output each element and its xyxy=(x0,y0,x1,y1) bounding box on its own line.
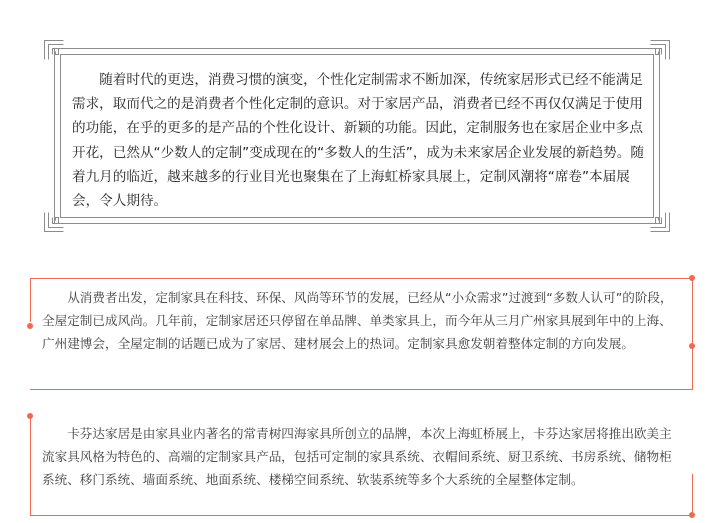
greek-key-corner-icon xyxy=(650,40,670,60)
right-rule xyxy=(692,474,693,516)
greek-key-corner-icon xyxy=(44,212,64,232)
framed-text-box xyxy=(44,40,670,232)
trend-paragraph: 从消费者出发，定制家具在科技、环保、风尚等环节的发展，已经从“小众需求”过渡到“多数人认可”的阶段，全屋定制已成风尚。几年前，定制家居还只停留在单品牌、单类家具上，而今年从三月广州家具展到年中的上海、广州建博会，全屋定制的话题已成为了家居、建材展会上的热词。定制家具愈发朝着整体定制的方向发展。 xyxy=(42,290,673,352)
greek-key-corner-icon xyxy=(44,40,64,60)
bottom-rule xyxy=(30,389,692,390)
dot-icon xyxy=(689,512,695,518)
bracket-text-box-2 xyxy=(30,416,694,516)
dot-icon xyxy=(27,323,33,329)
brand-paragraph: 卡芬达家居是由家具业内著名的常青树四海家具所创立的品牌，本次上海虹桥展上，卡芬达家居将推出欧美主流家具风格为特色的、高端的定制家具产品，包括可定制的家具系统、衣帽间系统、厨卫系统、书房系统、储物柜系统、移门系统、墙面系统、地面系统、楼梯空间系统、软装系统等多个大系统的全屋整体定制。 xyxy=(42,426,672,488)
top-rule xyxy=(30,278,692,279)
bracket-text-box-1 xyxy=(30,278,694,390)
right-rule xyxy=(692,278,693,390)
intro-paragraph: 随着时代的更迭，消费习惯的演变，个性化定制需求不断加深，传统家居形式已经不能满足需求，取而代之的是消费者个性化定制的意识。对于家居产品，消费者已经不再仅仅满足于使用的功能，在乎的更多的是产品的个性化设计、新颖的功能。因此，定制服务也在家居企业中多点开花，已然从“少数人的定制”变成现在的“多数人的生活”，成为未来家居企业发展的新趋势。随着九月的临近，越来越多的行业目光也聚集在了上海虹桥家具展上，定制风潮将“席卷”本届展会，令人期待。 xyxy=(72,72,644,210)
bottom-rule xyxy=(30,515,692,516)
left-rule xyxy=(30,278,31,322)
left-rule xyxy=(30,416,31,516)
greek-key-corner-icon xyxy=(650,212,670,232)
dot-icon xyxy=(27,413,33,419)
dot-icon xyxy=(689,343,695,349)
dot-icon xyxy=(689,275,695,281)
